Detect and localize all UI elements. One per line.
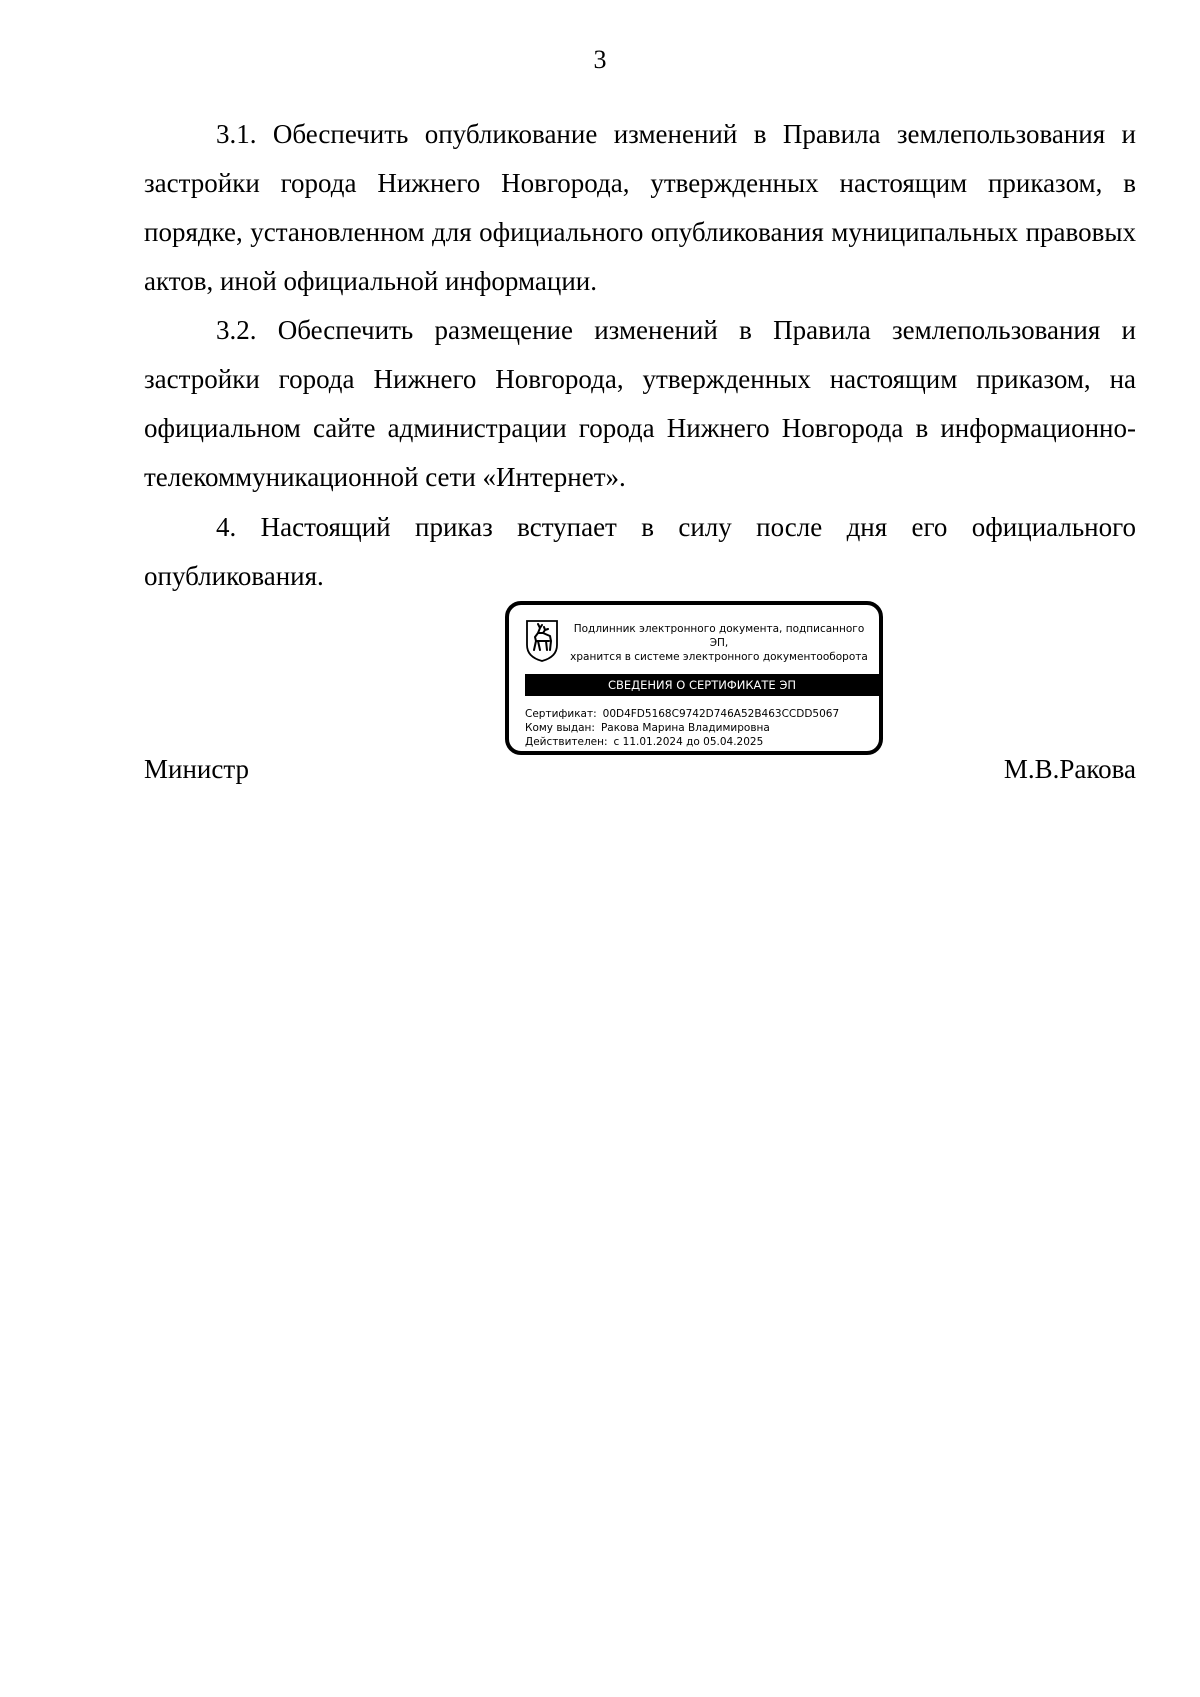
paragraph-3-1: 3.1. Обеспечить опубликование изменений в Правила землепользования и застройки города Нижнего Новгорода, утвержденных настоящим приказом, в порядке, установленном для официального опубликования муниципальных правовых актов, иной официальной информации. — [144, 119, 1136, 296]
stamp-header-line-1: Подлинник электронного документа, подписанного ЭП, — [573, 623, 865, 649]
issued-to-label: Кому выдан: — [525, 722, 595, 734]
validity-row — [525, 735, 839, 749]
certificate-label: Сертификат: — [525, 708, 597, 720]
certificate-value: 00D4FD5168C9742D746A52B463CCDD5067 — [602, 708, 840, 720]
stamp-details — [525, 707, 839, 749]
validity-label: Действителен: — [525, 736, 608, 748]
deer-emblem-icon — [525, 619, 559, 663]
page-number: 3 — [593, 45, 607, 74]
validity-value: с 11.01.2024 до 05.04.2025 — [613, 736, 764, 748]
paragraph-4: 4. Настоящий приказ вступает в силу после дня его официального опубликования. — [144, 512, 1136, 591]
signer-title: Министр — [144, 754, 249, 784]
certificate-row — [525, 707, 839, 721]
electronic-signature-stamp — [505, 601, 883, 755]
stamp-header-line-2: хранится в системе электронного документооборота — [570, 651, 868, 663]
stamp-certificate-bar: СВЕДЕНИЯ О СЕРТИФИКАТЕ ЭП — [525, 674, 879, 696]
issued-to-row — [525, 721, 839, 735]
paragraph-3-2: 3.2. Обеспечить размещение изменений в Правила землепользования и застройки города Нижнего Новгорода, утвержденных настоящим приказом, на официальном сайте администрации города Нижнего Новгорода в информационно-телекоммуникационной сети «Интернет». — [144, 315, 1136, 492]
stamp-header — [563, 622, 875, 664]
signer-name: М.В.Ракова — [1003, 754, 1136, 784]
issued-to-value: Ракова Марина Владимировна — [600, 722, 770, 734]
